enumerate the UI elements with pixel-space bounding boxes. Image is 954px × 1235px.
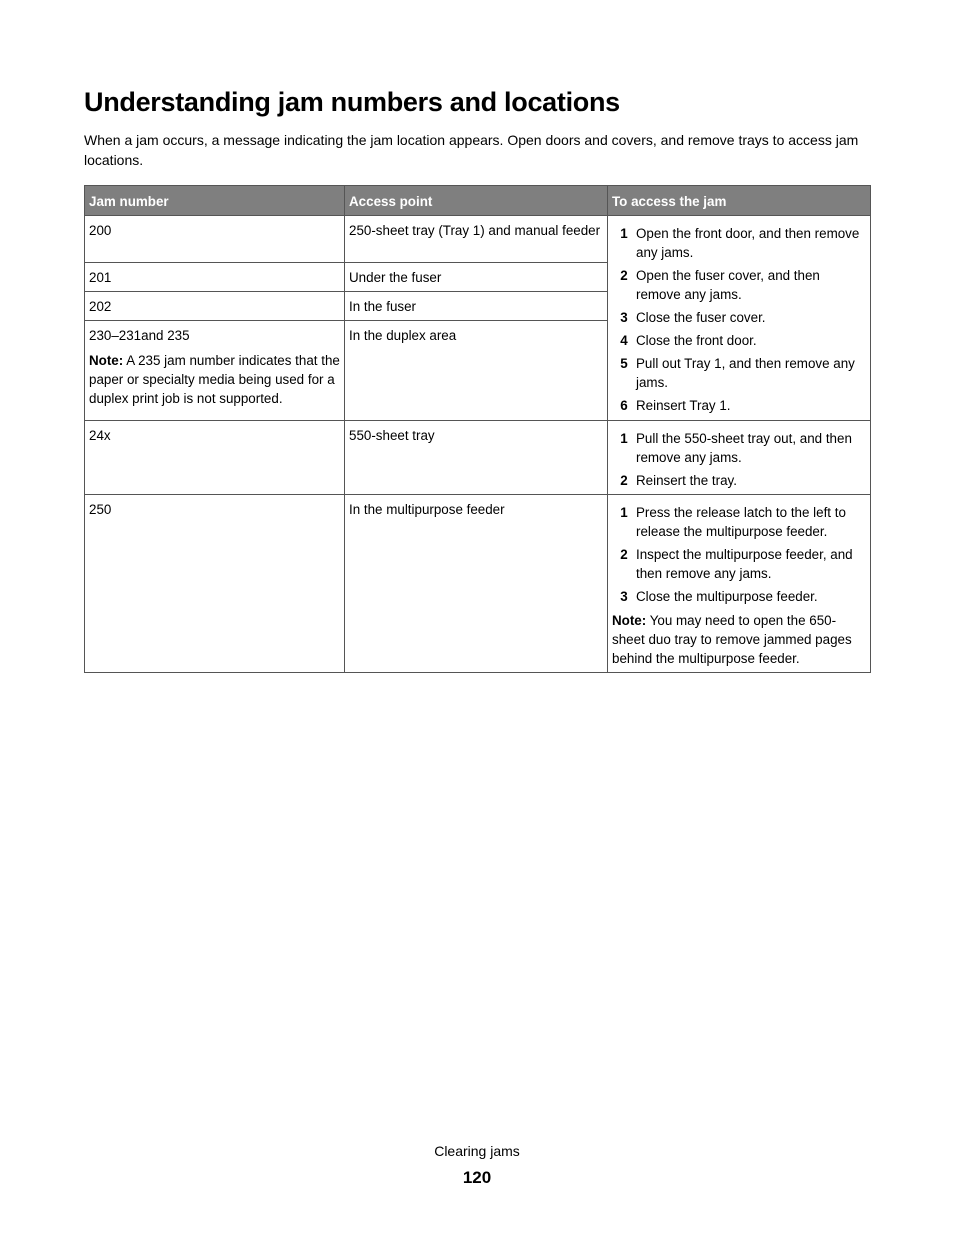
note-label: Note: <box>612 613 647 628</box>
multipurpose-note <box>612 611 866 668</box>
steps-cell-group3 <box>608 495 871 673</box>
step-text: Inspect the multipurpose feeder, and then remove any jams. <box>636 547 853 581</box>
steps-list <box>612 503 866 606</box>
header-access-point: Access point <box>345 186 608 216</box>
jam-number-cell: 201 <box>85 263 345 292</box>
list-item <box>612 266 866 304</box>
list-item <box>612 354 866 392</box>
access-point-cell: In the fuser <box>345 292 608 321</box>
jam-number-cell: 250 <box>85 495 345 673</box>
list-item <box>612 224 866 262</box>
step-number: 1 <box>620 226 628 241</box>
step-number: 1 <box>620 431 628 446</box>
step-text: Reinsert the tray. <box>636 473 737 488</box>
access-point-cell: In the multipurpose feeder <box>345 495 608 673</box>
jam-number-cell: 24x <box>85 421 345 495</box>
step-number: 5 <box>620 356 628 371</box>
intro-paragraph: When a jam occurs, a message indicating the jam location appears. Open doors and covers, and remove trays to access jam locations. <box>84 132 859 168</box>
jam-number-cell <box>85 321 345 421</box>
steps-cell-group2 <box>608 421 871 495</box>
list-item <box>612 545 866 583</box>
step-text: Pull the 550-sheet tray out, and then remove any jams. <box>636 431 852 465</box>
list-item <box>612 308 866 327</box>
step-number: 6 <box>620 398 628 413</box>
step-text: Open the front door, and then remove any jams. <box>636 226 860 260</box>
step-text: Close the fuser cover. <box>636 310 766 325</box>
jam-number-cell: 202 <box>85 292 345 321</box>
step-text: Open the fuser cover, and then remove any jams. <box>636 268 820 302</box>
page-number: 120 <box>462 1168 492 1187</box>
step-number: 2 <box>620 268 628 283</box>
step-number: 2 <box>620 547 628 562</box>
table-row <box>85 495 871 673</box>
access-point-cell: Under the fuser <box>345 263 608 292</box>
steps-list <box>612 429 866 490</box>
step-number: 1 <box>620 505 628 520</box>
header-to-access: To access the jam <box>608 186 871 216</box>
table-row <box>85 421 871 495</box>
list-item <box>612 587 866 606</box>
jam-number-cell: 200 <box>85 216 345 263</box>
list-item <box>612 471 866 490</box>
step-text: Close the multipurpose feeder. <box>636 589 818 604</box>
footer-section-label: Clearing jams <box>434 1143 520 1159</box>
page-title: Understanding jam numbers and locations <box>84 87 620 117</box>
list-item <box>612 331 866 350</box>
jam-table <box>84 185 871 673</box>
step-number: 3 <box>620 310 628 325</box>
step-number: 2 <box>620 473 628 488</box>
steps-cell-group1 <box>608 216 871 421</box>
step-text: Pull out Tray 1, and then remove any jams. <box>636 356 855 390</box>
steps-list <box>612 224 866 415</box>
duplex-note <box>89 351 340 408</box>
note-text: A 235 jam number indicates that the paper or specialty media being used for a duplex print job is not supported. <box>89 353 340 406</box>
table-header-row <box>85 186 871 216</box>
step-text: Reinsert Tray 1. <box>636 398 731 413</box>
header-jam-number: Jam number <box>85 186 345 216</box>
step-number: 3 <box>620 589 628 604</box>
note-text: You may need to open the 650-sheet duo tray to remove jammed pages behind the multipurpose feeder. <box>612 613 852 666</box>
list-item <box>612 396 866 415</box>
jam-number-text: 230–231and 235 <box>89 328 190 343</box>
access-point-cell: 250-sheet tray (Tray 1) and manual feeder <box>345 216 608 263</box>
step-text: Close the front door. <box>636 333 757 348</box>
list-item <box>612 429 866 467</box>
access-point-cell: 550-sheet tray <box>345 421 608 495</box>
table-row <box>85 216 871 263</box>
list-item <box>612 503 866 541</box>
step-text: Press the release latch to the left to release the multipurpose feeder. <box>636 505 846 539</box>
note-label: Note: <box>89 353 124 368</box>
step-number: 4 <box>620 333 628 348</box>
access-point-cell: In the duplex area <box>345 321 608 421</box>
